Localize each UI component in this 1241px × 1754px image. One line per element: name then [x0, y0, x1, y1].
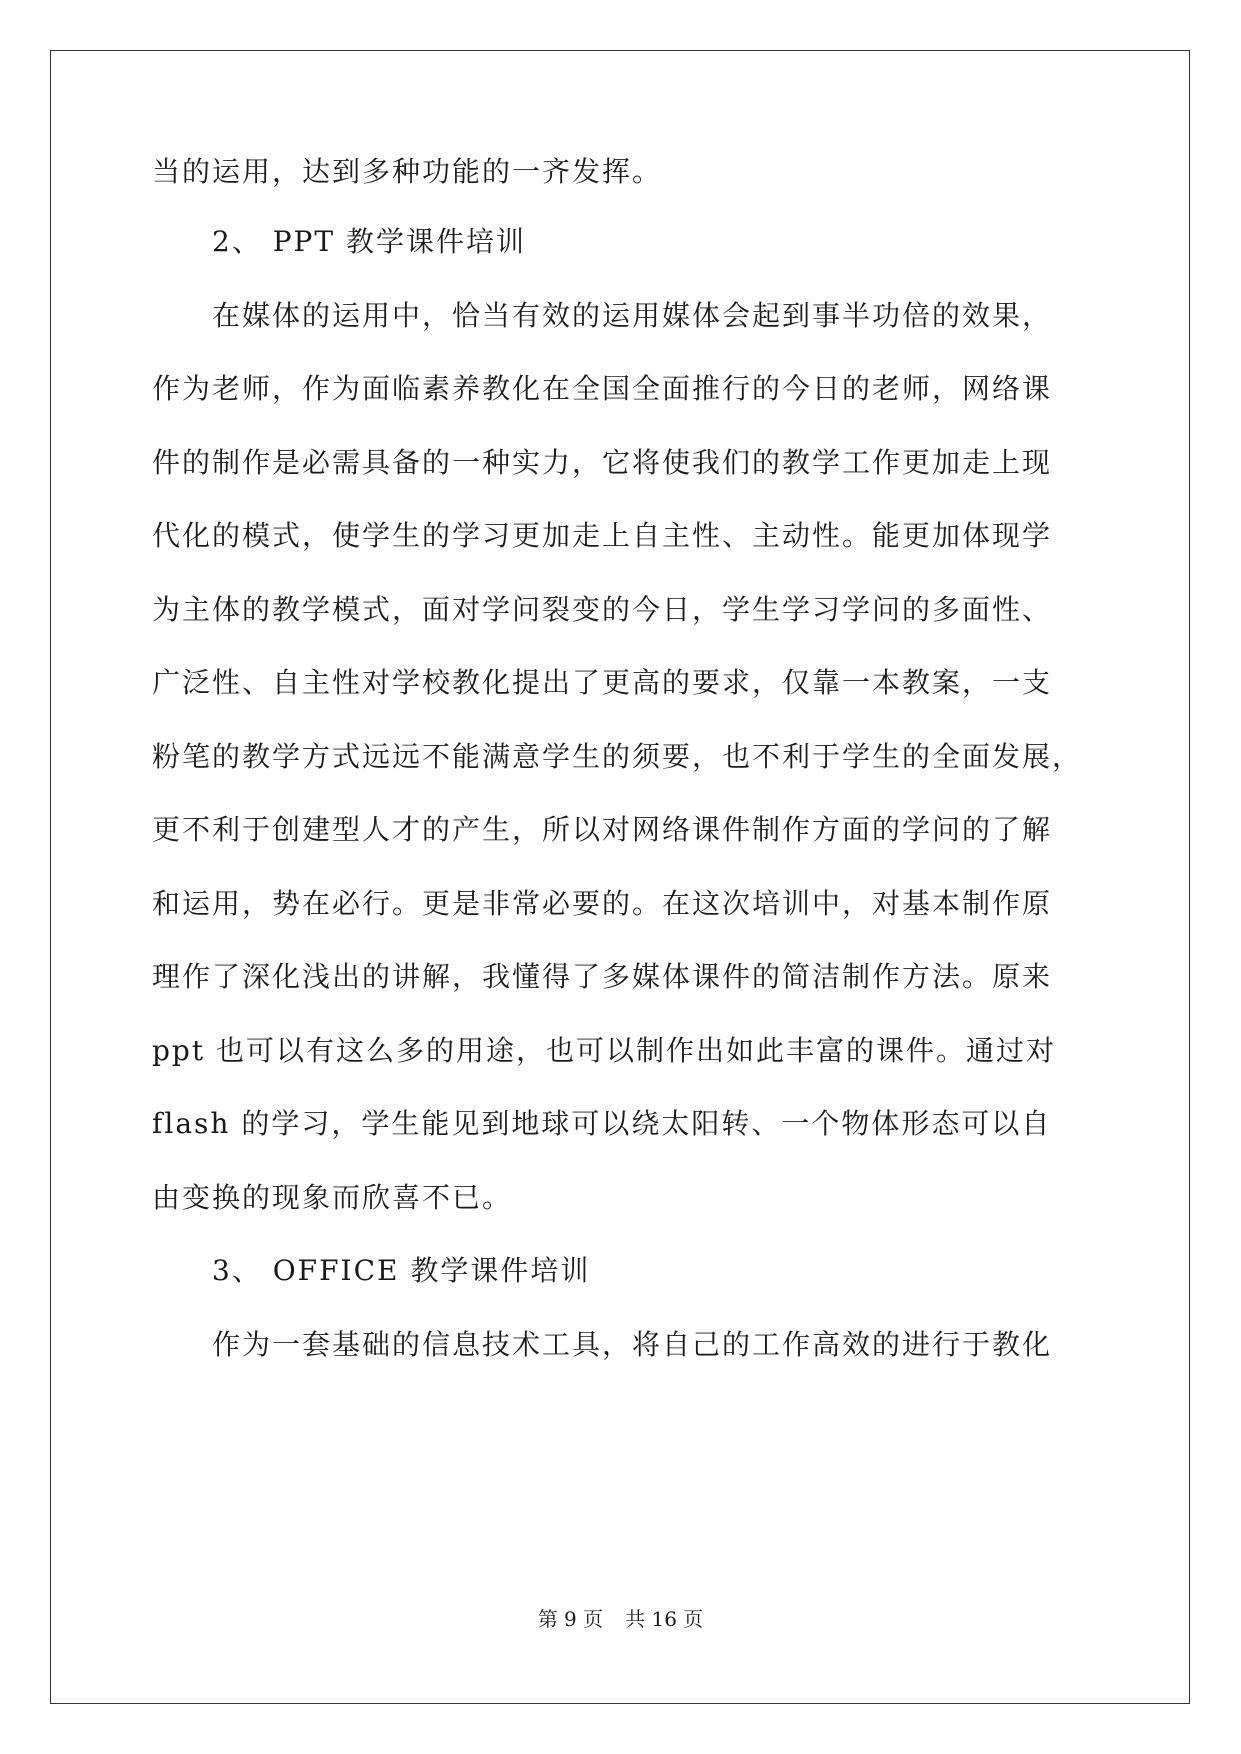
text-line: ppt 也可以有这么多的用途，也可以制作出如此丰富的课件。通过对: [152, 1034, 1057, 1067]
text-line: flash 的学习，学生能见到地球可以绕太阳转、一个物体形态可以自: [152, 1107, 1052, 1140]
section-heading: 3、 OFFICE 教学课件培训: [212, 1254, 591, 1287]
section-heading: 2、 PPT 教学课件培训: [212, 225, 526, 258]
paragraph-first-line: 在媒体的运用中，恰当有效的运用媒体会起到事半功倍的效果，: [212, 299, 1053, 332]
text-line: 代化的模式，使学生的学习更加走上自主性、主动性。能更加体现学: [152, 519, 1053, 552]
page-total: 共 16 页: [625, 1607, 704, 1631]
text-line: 为主体的教学模式，面对学问裂变的今日，学生学习学问的多面性、: [152, 593, 1053, 626]
text-line: 广泛性、自主性对学校教化提出了更高的要求，仅靠一本教案，一支: [152, 666, 1053, 699]
text-line: 件的制作是必需具备的一种实力，它将使我们的教学工作更加走上现: [152, 446, 1053, 479]
text-line: 作为老师，作为面临素养教化在全国全面推行的今日的老师，网络课: [152, 372, 1053, 405]
text-line: 粉笔的教学方式远远不能满意学生的须要，也不利于学生的全面发展，: [152, 740, 1083, 773]
text-line: 理作了深化浅出的讲解，我懂得了多媒体课件的简洁制作方法。原来: [152, 960, 1053, 993]
text-line: 更不利于创建型人才的产生，所以对网络课件制作方面的学问的了解: [152, 813, 1053, 846]
text-line: 和运用，势在必行。更是非常必要的。在这次培训中，对基本制作原: [152, 887, 1053, 920]
text-line: 由变换的现象而欣喜不已。: [152, 1181, 513, 1214]
text-line: 当的运用，达到多种功能的一齐发挥。: [152, 155, 663, 188]
page-footer: [0, 1604, 1241, 1634]
page-number: 第 9 页: [537, 1607, 604, 1631]
paragraph-first-line: 作为一套基础的信息技术工具，将自己的工作高效的进行于教化: [212, 1328, 1053, 1361]
